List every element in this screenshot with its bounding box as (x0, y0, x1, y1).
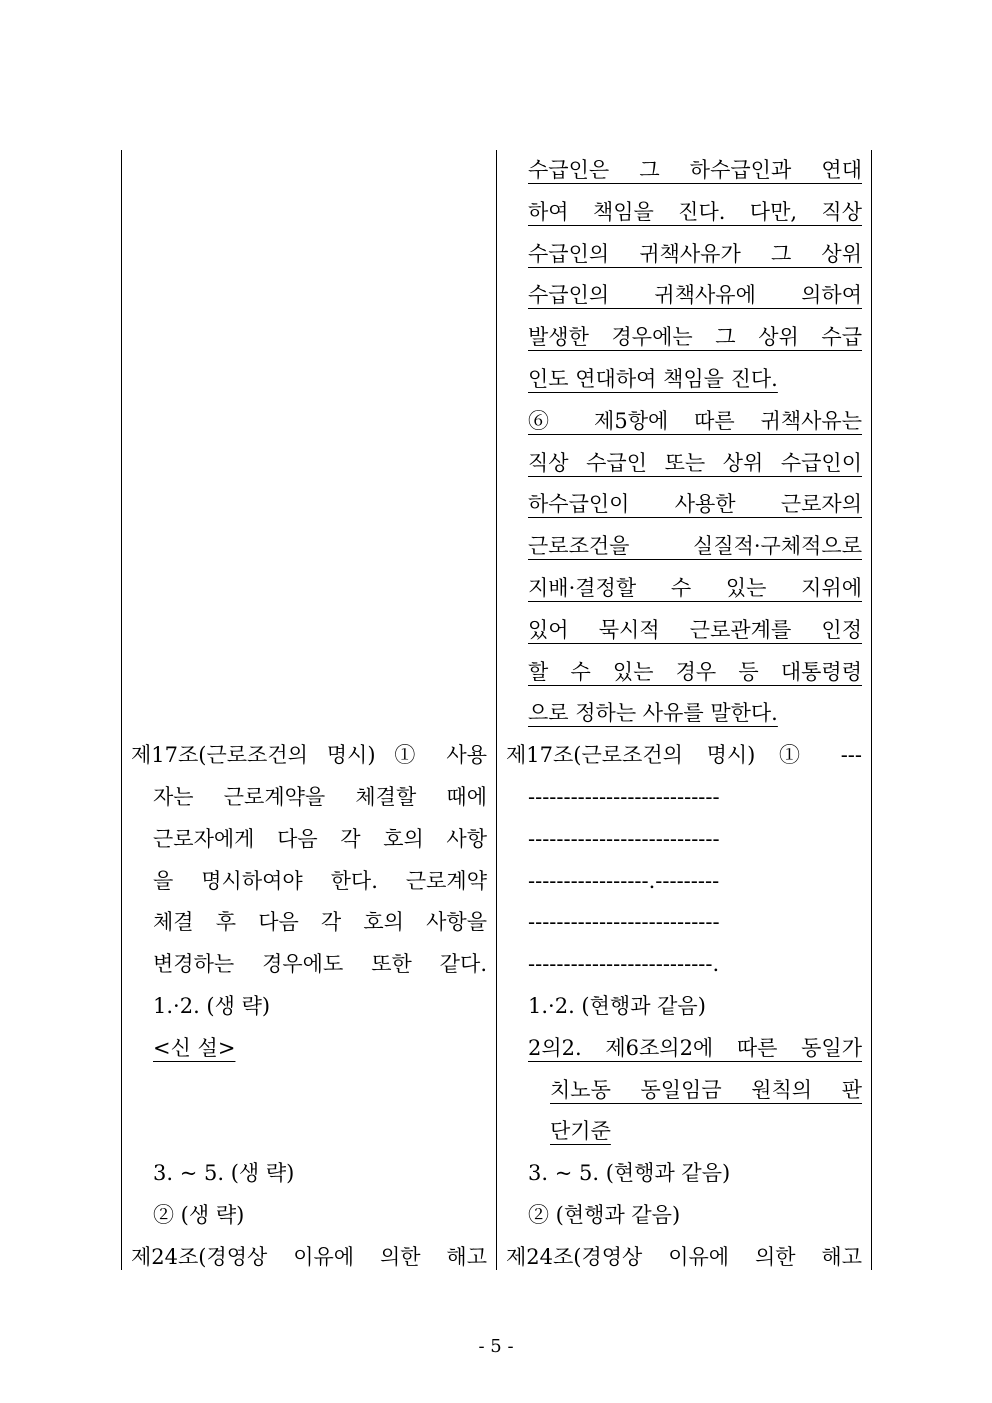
current-law-line-text: 체결 후 다음 각 호의 사항을 (153, 910, 487, 935)
amendment-line-text: 수급인의 귀책사유가 그 상위 (528, 241, 862, 266)
current-law-line (131, 652, 487, 694)
current-law-line (131, 443, 487, 485)
amendment-line-text: ⑥ 제5항에 따른 귀책사유는 (528, 408, 862, 433)
amendment-line-text: 치노동 동일임금 원칙의 판 (550, 1077, 862, 1102)
amendment-line (528, 443, 862, 485)
amendment-line-text: --------------------------- (528, 910, 720, 935)
current-law-line (153, 1195, 487, 1237)
current-law-line (153, 861, 487, 903)
current-law-line-text: 1.·2. (생 략) (153, 993, 271, 1018)
amendment-line (528, 317, 862, 359)
current-law-line (131, 693, 487, 735)
amendment-line-text: 하여 책임을 진다. 다만, 직상 (528, 199, 862, 224)
amendment-line (528, 1028, 862, 1070)
current-law-line-text: ② (생 략) (153, 1202, 245, 1227)
current-law-line (131, 150, 487, 192)
current-law-line (131, 735, 487, 777)
amendment-line-text: 제24조(경영상 이유에 의한 해고 (506, 1244, 862, 1269)
amendment-line (528, 150, 862, 192)
current-law-line (153, 902, 487, 944)
amendment-line (528, 1195, 862, 1237)
current-law-line (153, 1153, 487, 1195)
current-law-line-text: 제24조(경영상 이유에 의한 해고 (131, 1244, 487, 1269)
amendment-line-text: --------------------------- (528, 826, 720, 851)
current-law-line (153, 944, 487, 986)
amendment-line-text: 있어 묵시적 근로관계를 인정 (528, 617, 862, 642)
current-law-line (131, 359, 487, 401)
amendment-line (528, 902, 862, 944)
table-center-divider (496, 150, 497, 1270)
current-law-line (131, 401, 487, 443)
amendment-line-text: 하수급인이 사용한 근로자의 (528, 492, 862, 517)
current-law-line-text: 3. ~ 5. (생 략) (153, 1161, 295, 1186)
current-law-line (131, 568, 487, 610)
current-law-line (131, 1070, 487, 1112)
current-law-line (153, 1028, 487, 1070)
current-law-line (131, 526, 487, 568)
amendment-line-text: 단기준 (550, 1119, 611, 1144)
current-law-line (131, 1237, 487, 1279)
amendment-line-text: --------------------------. (528, 952, 720, 977)
current-law-line-text: <신 설> (153, 1035, 236, 1060)
amendment-line-text: 발생한 경우에는 그 상위 수급 (528, 325, 862, 350)
amendment-line (528, 986, 862, 1028)
amendment-line (550, 1111, 862, 1153)
amendment-line-text: 3. ~ 5. (현행과 같음) (528, 1161, 731, 1186)
current-law-line-text: 근로자에게 다음 각 호의 사항 (153, 826, 487, 851)
amendment-line (528, 234, 862, 276)
amendment-line-text: -----------------.--------- (528, 868, 720, 893)
current-law-line (131, 234, 487, 276)
amendment-line (528, 610, 862, 652)
amendment-line-text: 수급인은 그 하수급인과 연대 (528, 158, 862, 182)
amendment-line (528, 1153, 862, 1195)
amendment-line (506, 735, 862, 777)
amendment-line-text: 근로조건을 실질적·구체적으로 (528, 534, 862, 559)
current-law-line-text: 제17조(근로조건의 명시) ① 사용 (131, 743, 487, 768)
amendment-line (528, 526, 862, 568)
amendment-line-text: --------------------------- (528, 784, 720, 809)
amendment-line-text: 2의2. 제6조의2에 따른 동일가 (528, 1035, 862, 1060)
current-law-column (131, 150, 487, 1279)
amendment-line (506, 1237, 862, 1279)
amendment-line (528, 693, 862, 735)
amendment-column (506, 150, 862, 1279)
amendment-line (550, 1070, 862, 1112)
current-law-line-text: 자는 근로계약을 체결할 때에 (153, 784, 487, 809)
amendment-line (528, 568, 862, 610)
current-law-line-text: 변경하는 경우에도 또한 같다. (153, 952, 487, 977)
amendment-line-text: 1.·2. (현행과 같음) (528, 993, 706, 1018)
amendment-line (528, 819, 862, 861)
amendment-line (528, 275, 862, 317)
amendment-line (528, 359, 862, 401)
amendment-line (528, 484, 862, 526)
current-law-line (153, 819, 487, 861)
amendment-line-text: 수급인의 귀책사유에 의하여 (528, 283, 862, 308)
current-law-line (131, 317, 487, 359)
current-law-line (131, 192, 487, 234)
current-law-line (153, 986, 487, 1028)
current-law-line (131, 1111, 487, 1153)
table-right-border (871, 150, 872, 1270)
amendment-line-text: 지배·결정할 수 있는 지위에 (528, 575, 862, 600)
amendment-line-text: 으로 정하는 사유를 말한다. (528, 701, 778, 726)
amendment-line (528, 861, 862, 903)
amendment-line (528, 777, 862, 819)
amendment-line (528, 192, 862, 234)
current-law-line (131, 610, 487, 652)
amendment-line-text: ② (현행과 같음) (528, 1202, 681, 1227)
current-law-line (131, 484, 487, 526)
amendment-line-text: 제17조(근로조건의 명시) ① --- (506, 743, 862, 768)
table-left-border (121, 150, 122, 1270)
amendment-line (528, 944, 862, 986)
current-law-line-text: 을 명시하여야 한다. 근로계약 (153, 868, 487, 893)
amendment-line-text: 인도 연대하여 책임을 진다. (528, 366, 778, 391)
amendment-line-text: 직상 수급인 또는 상위 수급인이 (528, 450, 862, 475)
page-number: - 5 - (478, 1336, 514, 1357)
current-law-line (153, 777, 487, 819)
current-law-line (131, 275, 487, 317)
amendment-line (528, 652, 862, 694)
amendment-line-text: 할 수 있는 경우 등 대통령령 (528, 659, 862, 684)
amendment-line (528, 401, 862, 443)
